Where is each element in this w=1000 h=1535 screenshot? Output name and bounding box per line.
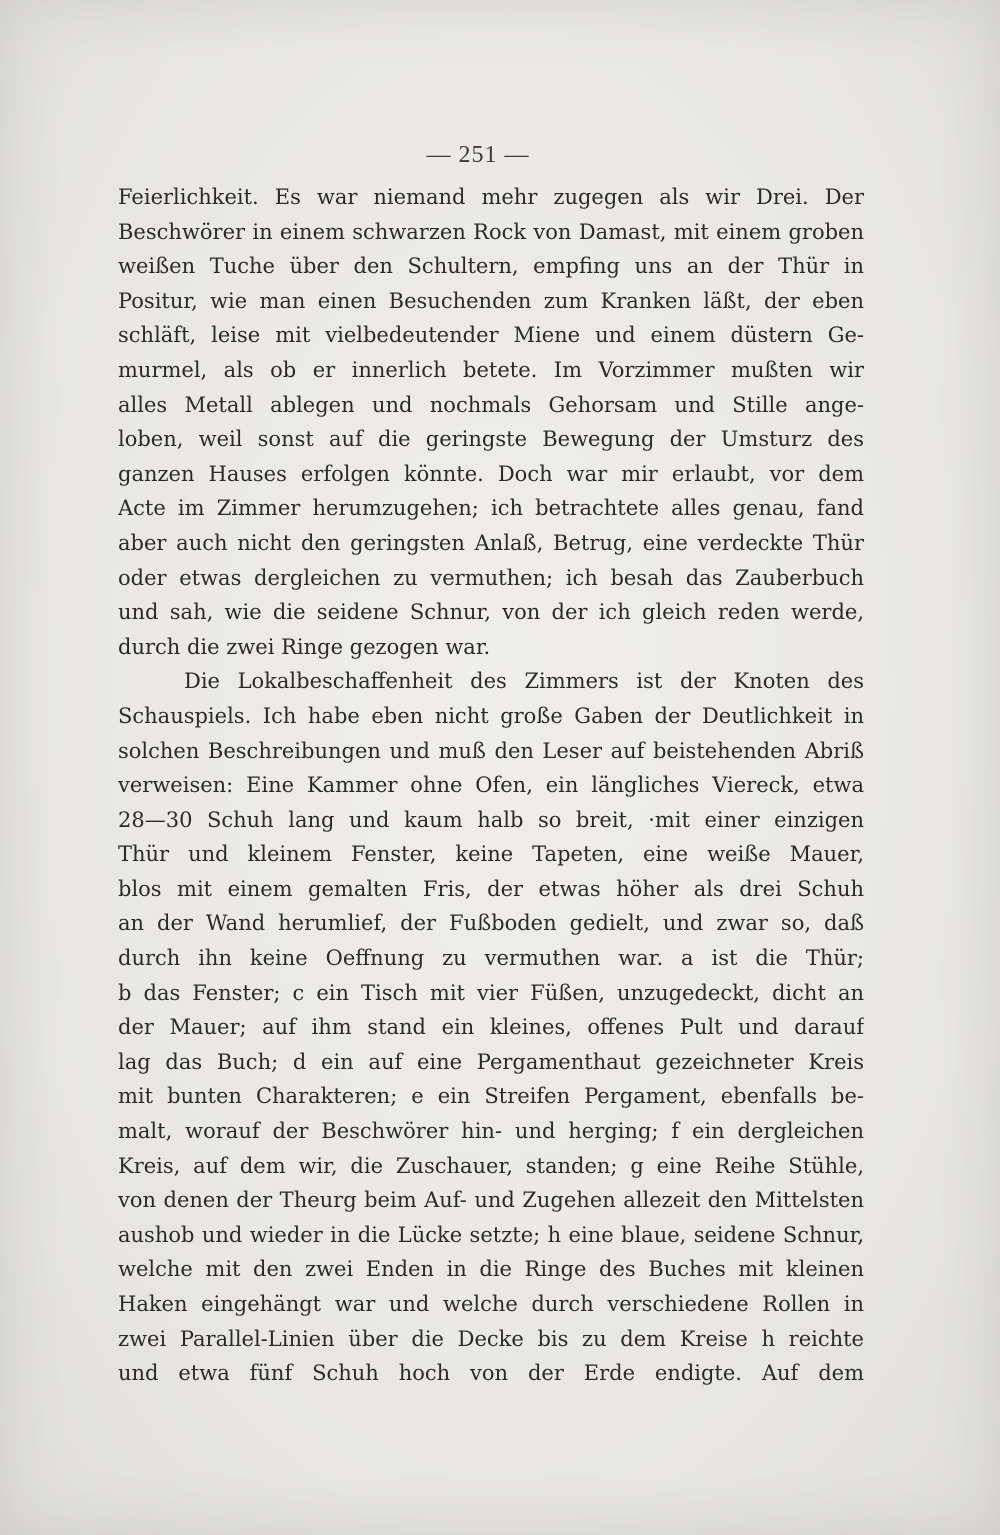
text-line: ganzen Hauses erfolgen könnte. Doch war mir erlaubt, vor dem [118,461,864,486]
paragraph-2 [118,664,864,1390]
text-line: durch die zwei Ringe gezogen war. [118,634,491,659]
text-line: Beschwörer in einem schwarzen Rock von Damast, mit einem groben [118,219,864,244]
text-line: der Mauer; auf ihm stand ein kleines, offenes Pult und darauf [118,1015,864,1040]
text-line: malt, worauf der Beschwörer hin- und herging; f ein dergleichen [118,1119,864,1144]
text-line: mit bunten Charakteren; e ein Streifen Pergament, ebenfalls be- [118,1084,864,1109]
text-line: von denen der Theurg beim Auf- und Zugehen allezeit den Mittelsten [118,1188,864,1213]
text-line: aber auch nicht den geringsten Anlaß, Betrug, eine verdeckte Thür [118,530,864,555]
text-line: weißen Tuche über den Schultern, empfing uns an der Thür in [118,254,864,279]
text-line: murmel, als ob er innerlich betete. Im Vorzimmer mußten wir [118,357,864,382]
text-line: loben, weil sonst auf die geringste Bewegung der Umsturz des [118,427,864,452]
text-line: 28—30 Schuh lang und kaum halb so breit, ·mit einer einzigen [118,807,864,832]
text-line: Die Lokalbeschaffenheit des Zimmers ist der Knoten des [184,669,864,694]
text-line: aushob und wieder in die Lücke setzte; h eine blaue, seidene Schnur, [118,1222,864,1247]
text-line: an der Wand herumlief, der Fußboden gedielt, und zwar so, daß [118,911,864,936]
text-line: zwei Parallel-Linien über die Decke bis zu dem Kreise h reichte [118,1326,864,1351]
text-line: Kreis, auf dem wir, die Zuschauer, standen; g eine Reihe Stühle, [118,1153,864,1178]
text-line: welche mit den zwei Enden in die Ringe des Buches mit kleinen [118,1257,864,1282]
body-text [118,180,864,1391]
text-line: solchen Beschreibungen und muß den Leser auf beistehenden Abriß [118,738,864,763]
text-line: verweisen: Eine Kammer ohne Ofen, ein längliches Viereck, etwa [118,773,864,798]
text-line: blos mit einem gemalten Fris, der etwas höher als drei Schuh [118,876,864,901]
text-line: durch ihn keine Oeffnung zu vermuthen war. a ist die Thür; [118,946,864,971]
text-line: b das Fenster; c ein Tisch mit vier Füßen, unzugedeckt, dicht an [118,980,864,1005]
text-line: und etwa fünf Schuh hoch von der Erde endigte. Auf dem [118,1361,864,1386]
paragraph-1 [118,180,864,664]
text-line: alles Metall ablegen und nochmals Gehorsam und Stille ange- [118,392,864,417]
text-line: oder etwas dergleichen zu vermuthen; ich besah das Zauberbuch [118,565,864,590]
text-line: Acte im Zimmer herumzugehen; ich betrachtete alles genau, fand [118,496,864,521]
text-line: und sah, wie die seidene Schnur, von der ich gleich reden werde, [118,600,864,625]
text-line: Schauspiels. Ich habe eben nicht große Gaben der Deutlichkeit in [118,703,864,728]
page-number: — 251 — [426,142,530,168]
text-line: Feierlichkeit. Es war niemand mehr zugegen als wir Drei. Der [118,185,864,209]
text-line: Haken eingehängt war und welche durch verschiedene Rollen in [118,1292,864,1316]
text-line: Thür und kleinem Fenster, keine Tapeten, eine weiße Mauer, [118,842,864,867]
text-line: schläft, leise mit vielbedeutender Miene und einem düstern Ge- [118,323,864,348]
text-line: lag das Buch; d ein auf eine Pergamenthaut gezeichneter Kreis [118,1049,864,1074]
text-line: Positur, wie man einen Besuchenden zum Kranken läßt, der eben [118,288,864,313]
